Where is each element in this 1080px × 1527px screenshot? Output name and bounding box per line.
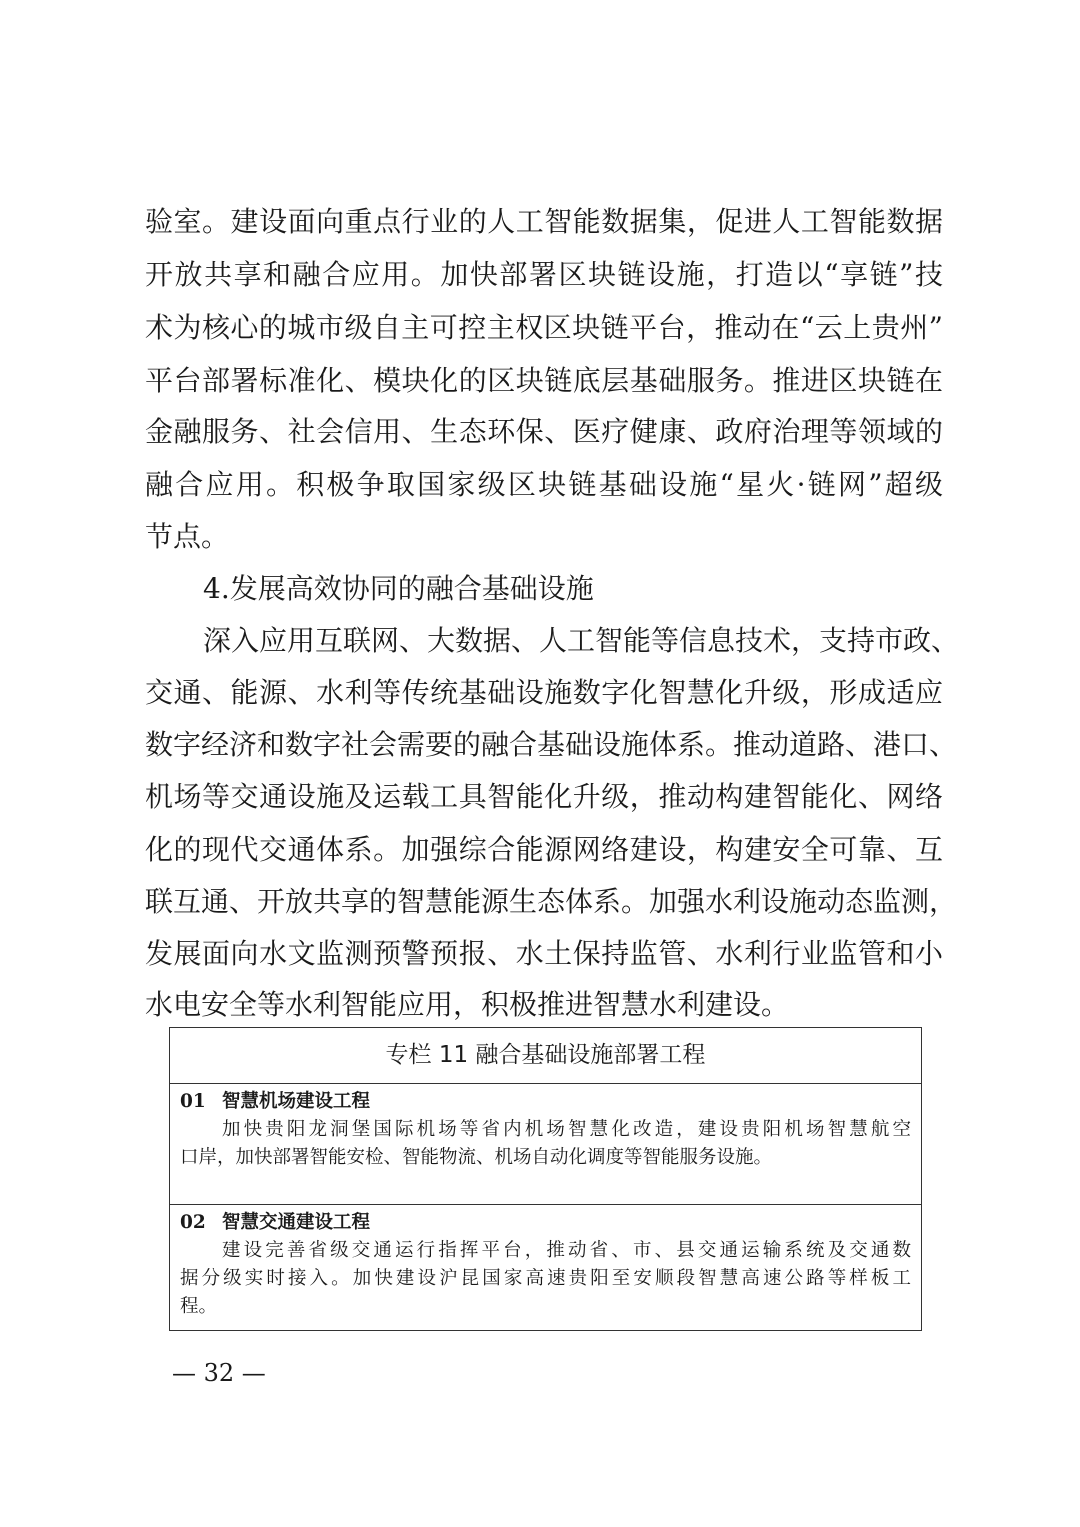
- box-row: [170, 1084, 921, 1205]
- text-line: 数字经济和数字社会需要的融合基础设施体系。推动道路、港口、: [145, 728, 958, 761]
- feature-box: [169, 1027, 922, 1331]
- text-line: 术为核心的城市级自主可控主权区块链平台，推动在“云上贵州”: [145, 311, 943, 344]
- section-heading: 4.发展高效协同的融合基础设施: [203, 572, 594, 605]
- row-text-line: 口岸，加快部署智能安检、智能物流、机场自动化调度等智能服务设施。: [180, 1147, 773, 1168]
- text-line: 融合应用。积极争取国家级区块链基础设施“星火·链网”超级: [145, 468, 943, 501]
- text-line: 平台部署标准化、模块化的区块链底层基础服务。推进区块链在: [145, 364, 943, 397]
- text-line: 节点。: [145, 520, 230, 553]
- text-line: 深入应用互联网、大数据、人工智能等信息技术，支持市政、: [203, 624, 960, 657]
- row-title: 智慧机场建设工程: [222, 1091, 371, 1112]
- row-text-line: 加快贵阳龙洞堡国际机场等省内机场智慧化改造，建设贵阳机场智慧航空: [222, 1119, 911, 1140]
- box-row: [170, 1205, 921, 1327]
- row-text-line: 程。: [180, 1296, 218, 1317]
- row-title: 智慧交通建设工程: [222, 1212, 371, 1233]
- text-line: 开放共享和融合应用。加快部署区块链设施，打造以“享链”技: [145, 258, 943, 291]
- text-line: 验室。建设面向重点行业的人工智能数据集，促进人工智能数据: [145, 205, 943, 238]
- text-line: 水电安全等水利智能应用，积极推进智慧水利建设。: [145, 988, 790, 1021]
- row-number: 02: [180, 1212, 206, 1233]
- box-title: 专栏 11 融合基础设施部署工程: [170, 1028, 921, 1084]
- text-line: 机场等交通设施及运载工具智能化升级，推动构建智能化、网络: [145, 780, 943, 813]
- text-line: 联互通、开放共享的智慧能源生态体系。加强水利设施动态监测，: [145, 885, 958, 918]
- text-line: 发展面向水文监测预警预报、水土保持监管、水利行业监管和小: [145, 937, 943, 970]
- row-heading: [180, 1088, 911, 1116]
- page-number: — 32 —: [172, 1359, 266, 1387]
- row-heading: [180, 1209, 911, 1237]
- row-number: 01: [180, 1091, 206, 1112]
- text-line: 金融服务、社会信用、生态环保、医疗健康、政府治理等领域的: [145, 415, 943, 448]
- row-text-line: 据分级实时接入。加快建设沪昆国家高速贵阳至安顺段智慧高速公路等样板工: [180, 1268, 911, 1289]
- row-text-line: 建设完善省级交通运行指挥平台，推动省、市、县交通运输系统及交通数: [222, 1240, 911, 1261]
- text-line: 交通、能源、水利等传统基础设施数字化智慧化升级，形成适应: [145, 676, 943, 709]
- text-line: 化的现代交通体系。加强综合能源网络建设，构建安全可靠、互: [145, 833, 943, 866]
